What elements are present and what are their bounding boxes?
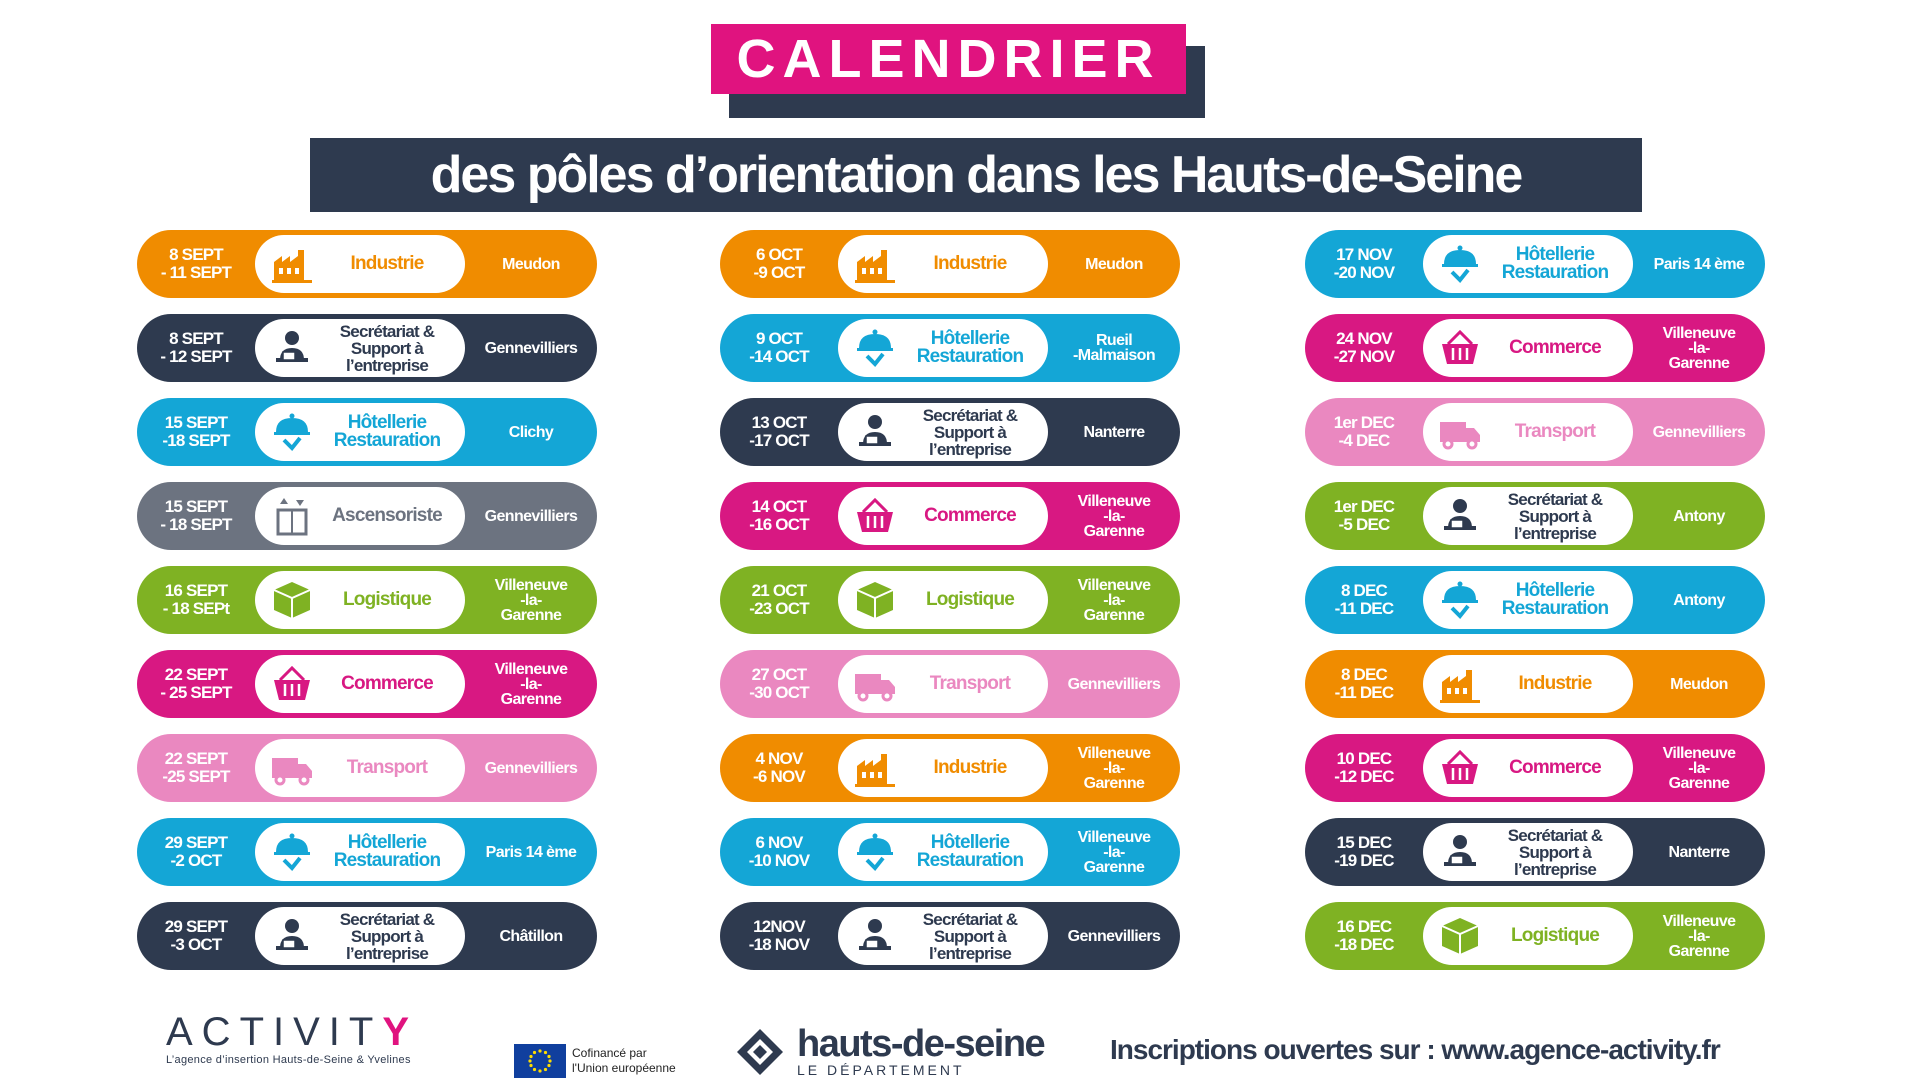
event-pill bbox=[137, 818, 597, 886]
sector-badge bbox=[255, 823, 465, 881]
event-city: Paris 14 ème bbox=[1653, 255, 1745, 273]
event-dates: 4 NOV -6 NOV bbox=[753, 749, 805, 786]
event-city: Gennevilliers bbox=[1067, 675, 1161, 693]
event-city: Villeneuve -la- Garenne bbox=[1077, 576, 1151, 624]
event-city: Meudon bbox=[502, 255, 560, 273]
event-city: Antony bbox=[1673, 507, 1725, 525]
sector-label: Logistique bbox=[342, 589, 432, 610]
event-dates: 22 SEPT -25 SEPT bbox=[162, 749, 230, 786]
cloche-icon bbox=[1437, 241, 1483, 287]
activity-logo[interactable] bbox=[166, 1010, 456, 1080]
event-dates: 22 SEPT - 25 SEPT bbox=[160, 665, 232, 702]
event-city: Gennevilliers bbox=[1652, 423, 1746, 441]
sector-badge bbox=[838, 907, 1048, 965]
event-city: Villeneuve -la- Garenne bbox=[1662, 744, 1736, 792]
sector-label: Hôtellerie Restauration bbox=[333, 412, 441, 451]
sector-label: Industrie bbox=[1518, 673, 1592, 694]
sector-badge bbox=[1423, 403, 1633, 461]
sector-label: Secrétariat & Support à l’entreprise bbox=[922, 405, 1018, 459]
factory-icon bbox=[852, 745, 898, 791]
sector-badge bbox=[255, 487, 465, 545]
sector-badge bbox=[838, 571, 1048, 629]
activity-tagline: L’agence d’insertion Hauts-de-Seine & Yvelines bbox=[166, 1054, 411, 1066]
sector-label: Commerce bbox=[1509, 757, 1601, 778]
event-dates: 16 DEC -18 DEC bbox=[1334, 917, 1394, 954]
event-city: Gennevilliers bbox=[484, 339, 578, 357]
sector-label: Logistique bbox=[1510, 925, 1600, 946]
event-city: Nanterre bbox=[1668, 843, 1730, 861]
elevator-icon bbox=[269, 493, 315, 539]
event-dates: 1er DEC -5 DEC bbox=[1333, 497, 1395, 534]
sector-label: Logistique bbox=[925, 589, 1015, 610]
basket-icon bbox=[1437, 745, 1483, 791]
event-dates: 21 OCT -23 OCT bbox=[749, 581, 809, 618]
event-pill bbox=[1305, 902, 1765, 970]
sector-badge bbox=[1423, 235, 1633, 293]
sector-badge bbox=[1423, 823, 1633, 881]
event-dates: 8 SEPT - 11 SEPT bbox=[160, 245, 232, 282]
event-city: Villeneuve -la- Garenne bbox=[494, 660, 568, 708]
sector-badge bbox=[255, 739, 465, 797]
event-pill bbox=[720, 566, 1180, 634]
truck-icon bbox=[852, 661, 898, 707]
event-pill bbox=[1305, 230, 1765, 298]
truck-icon bbox=[1437, 409, 1483, 455]
sector-badge bbox=[255, 235, 465, 293]
event-city: Antony bbox=[1673, 591, 1725, 609]
cloche-icon bbox=[852, 325, 898, 371]
sector-label: Secrétariat & Support à l’entreprise bbox=[1507, 825, 1603, 879]
inscription-link[interactable]: Inscriptions ouvertes sur : www.agence-activity.fr bbox=[1110, 1034, 1720, 1065]
sector-badge bbox=[255, 319, 465, 377]
event-city: Villeneuve -la- Garenne bbox=[1077, 828, 1151, 876]
event-pill bbox=[1305, 314, 1765, 382]
event-city: Meudon bbox=[1670, 675, 1728, 693]
office-worker-icon bbox=[852, 409, 898, 455]
event-city: Clichy bbox=[508, 423, 554, 441]
page-title: CALENDRIER bbox=[711, 24, 1186, 94]
event-pill bbox=[1305, 566, 1765, 634]
basket-icon bbox=[269, 661, 315, 707]
event-dates: 10 DEC -12 DEC bbox=[1334, 749, 1394, 786]
event-pill bbox=[1305, 398, 1765, 466]
event-dates: 13 OCT -17 OCT bbox=[749, 413, 809, 450]
sector-label: Secrétariat & Support à l’entreprise bbox=[339, 909, 435, 963]
sector-badge bbox=[838, 403, 1048, 461]
sector-label: Secrétariat & Support à l’entreprise bbox=[339, 321, 435, 375]
event-dates: 8 SEPT - 12 SEPT bbox=[160, 329, 232, 366]
event-pill bbox=[720, 650, 1180, 718]
sector-label: Secrétariat & Support à l’entreprise bbox=[1507, 489, 1603, 543]
sector-badge bbox=[1423, 487, 1633, 545]
event-city: Paris 14 ème bbox=[485, 843, 577, 861]
sector-badge bbox=[1423, 571, 1633, 629]
event-dates: 29 SEPT -3 OCT bbox=[164, 917, 228, 954]
sector-label: Commerce bbox=[924, 505, 1016, 526]
event-dates: 6 NOV -10 NOV bbox=[748, 833, 810, 870]
box-icon bbox=[1437, 913, 1483, 959]
box-icon bbox=[269, 577, 315, 623]
event-pill bbox=[137, 650, 597, 718]
event-pill bbox=[137, 734, 597, 802]
sector-label: Transport bbox=[1514, 421, 1596, 442]
footer bbox=[0, 1010, 1920, 1080]
sector-label: Transport bbox=[346, 757, 428, 778]
basket-icon bbox=[1437, 325, 1483, 371]
sector-label: Secrétariat & Support à l’entreprise bbox=[922, 909, 1018, 963]
event-pill bbox=[137, 482, 597, 550]
calendar-column-1 bbox=[137, 230, 597, 986]
sector-badge bbox=[838, 319, 1048, 377]
event-pill bbox=[137, 314, 597, 382]
sector-badge bbox=[838, 487, 1048, 545]
sector-label: Hôtellerie Restauration bbox=[333, 832, 441, 871]
eu-text: Cofinancé par l'Union européenne bbox=[572, 1046, 676, 1075]
event-city: Villeneuve -la- Garenne bbox=[1662, 912, 1736, 960]
hauts-de-seine-mark-icon bbox=[735, 1027, 785, 1077]
event-city: Gennevilliers bbox=[484, 507, 578, 525]
sector-label: Hôtellerie Restauration bbox=[916, 832, 1024, 871]
event-city: Villeneuve -la- Garenne bbox=[1077, 492, 1151, 540]
event-city: Gennevilliers bbox=[1067, 927, 1161, 945]
page-subtitle: des pôles d’orientation dans les Hauts-de-Seine bbox=[310, 138, 1642, 212]
event-dates: 8 DEC -11 DEC bbox=[1334, 581, 1394, 618]
event-pill bbox=[720, 902, 1180, 970]
event-pill bbox=[720, 398, 1180, 466]
sector-badge bbox=[838, 655, 1048, 713]
sector-badge bbox=[255, 571, 465, 629]
event-pill bbox=[1305, 482, 1765, 550]
event-pill bbox=[137, 566, 597, 634]
event-pill bbox=[1305, 818, 1765, 886]
event-pill bbox=[137, 230, 597, 298]
sector-label: Transport bbox=[929, 673, 1011, 694]
sector-label: Commerce bbox=[1509, 337, 1601, 358]
cloche-icon bbox=[269, 409, 315, 455]
truck-icon bbox=[269, 745, 315, 791]
event-dates: 6 OCT -9 OCT bbox=[753, 245, 805, 282]
basket-icon bbox=[852, 493, 898, 539]
event-dates: 15 SEPT -18 SEPT bbox=[162, 413, 230, 450]
event-dates: 24 NOV -27 NOV bbox=[1333, 329, 1395, 366]
event-pill bbox=[137, 902, 597, 970]
sector-badge bbox=[255, 907, 465, 965]
event-dates: 16 SEPT - 18 SEPt bbox=[162, 581, 230, 618]
hds-sub: LE DÉPARTEMENT bbox=[797, 1062, 965, 1078]
event-pill bbox=[720, 314, 1180, 382]
sector-badge bbox=[255, 403, 465, 461]
event-dates: 12NOV -18 NOV bbox=[748, 917, 810, 954]
sector-label: Commerce bbox=[341, 673, 433, 694]
sector-badge bbox=[838, 235, 1048, 293]
box-icon bbox=[852, 577, 898, 623]
event-city: Châtillon bbox=[499, 927, 563, 945]
event-city: Villeneuve -la- Garenne bbox=[1077, 744, 1151, 792]
sector-badge bbox=[1423, 319, 1633, 377]
cloche-icon bbox=[1437, 577, 1483, 623]
sector-badge bbox=[838, 823, 1048, 881]
event-dates: 14 OCT -16 OCT bbox=[749, 497, 809, 534]
title-block bbox=[711, 24, 1206, 120]
event-pill bbox=[720, 230, 1180, 298]
sector-label: Hôtellerie Restauration bbox=[916, 328, 1024, 367]
office-worker-icon bbox=[269, 325, 315, 371]
calendar-column-3 bbox=[1305, 230, 1765, 986]
event-dates: 17 NOV -20 NOV bbox=[1333, 245, 1395, 282]
event-dates: 15 SEPT - 18 SEPT bbox=[160, 497, 232, 534]
event-city: Villeneuve -la- Garenne bbox=[494, 576, 568, 624]
event-pill bbox=[1305, 734, 1765, 802]
sector-label: Industrie bbox=[933, 757, 1007, 778]
eu-cofunding bbox=[514, 1044, 676, 1078]
sector-badge bbox=[255, 655, 465, 713]
hds-name: hauts-de-seine bbox=[797, 1023, 1045, 1065]
event-dates: 1er DEC -4 DEC bbox=[1333, 413, 1395, 450]
office-worker-icon bbox=[1437, 493, 1483, 539]
calendar-column-2 bbox=[720, 230, 1180, 986]
event-pill bbox=[720, 818, 1180, 886]
event-pill bbox=[720, 482, 1180, 550]
event-dates: 29 SEPT -2 OCT bbox=[164, 833, 228, 870]
sector-label: Industrie bbox=[933, 253, 1007, 274]
event-city: Rueil -Malmaison bbox=[1072, 332, 1156, 364]
event-city: Gennevilliers bbox=[484, 759, 578, 777]
sector-label: Hôtellerie Restauration bbox=[1501, 244, 1609, 283]
factory-icon bbox=[852, 241, 898, 287]
office-worker-icon bbox=[1437, 829, 1483, 875]
sector-label: Hôtellerie Restauration bbox=[1501, 580, 1609, 619]
event-city: Nanterre bbox=[1083, 423, 1145, 441]
event-pill bbox=[137, 398, 597, 466]
cloche-icon bbox=[269, 829, 315, 875]
office-worker-icon bbox=[852, 913, 898, 959]
hauts-de-seine-logo[interactable] bbox=[735, 1023, 1045, 1078]
eu-flag-icon bbox=[514, 1044, 566, 1078]
factory-icon bbox=[1437, 661, 1483, 707]
activity-logo-word: ACTIVITY bbox=[166, 1010, 419, 1054]
sector-label: Industrie bbox=[350, 253, 424, 274]
event-dates: 9 OCT -14 OCT bbox=[749, 329, 809, 366]
event-city: Meudon bbox=[1085, 255, 1143, 273]
sector-badge bbox=[1423, 739, 1633, 797]
activity-logo-y: Y bbox=[382, 1010, 419, 1054]
office-worker-icon bbox=[269, 913, 315, 959]
event-pill bbox=[720, 734, 1180, 802]
factory-icon bbox=[269, 241, 315, 287]
cloche-icon bbox=[852, 829, 898, 875]
sector-badge bbox=[1423, 907, 1633, 965]
event-dates: 27 OCT -30 OCT bbox=[749, 665, 809, 702]
event-dates: 15 DEC -19 DEC bbox=[1334, 833, 1394, 870]
sector-badge bbox=[838, 739, 1048, 797]
event-city: Villeneuve -la- Garenne bbox=[1662, 324, 1736, 372]
event-pill bbox=[1305, 650, 1765, 718]
event-dates: 8 DEC -11 DEC bbox=[1334, 665, 1394, 702]
sector-badge bbox=[1423, 655, 1633, 713]
sector-label: Ascensoriste bbox=[332, 505, 442, 526]
